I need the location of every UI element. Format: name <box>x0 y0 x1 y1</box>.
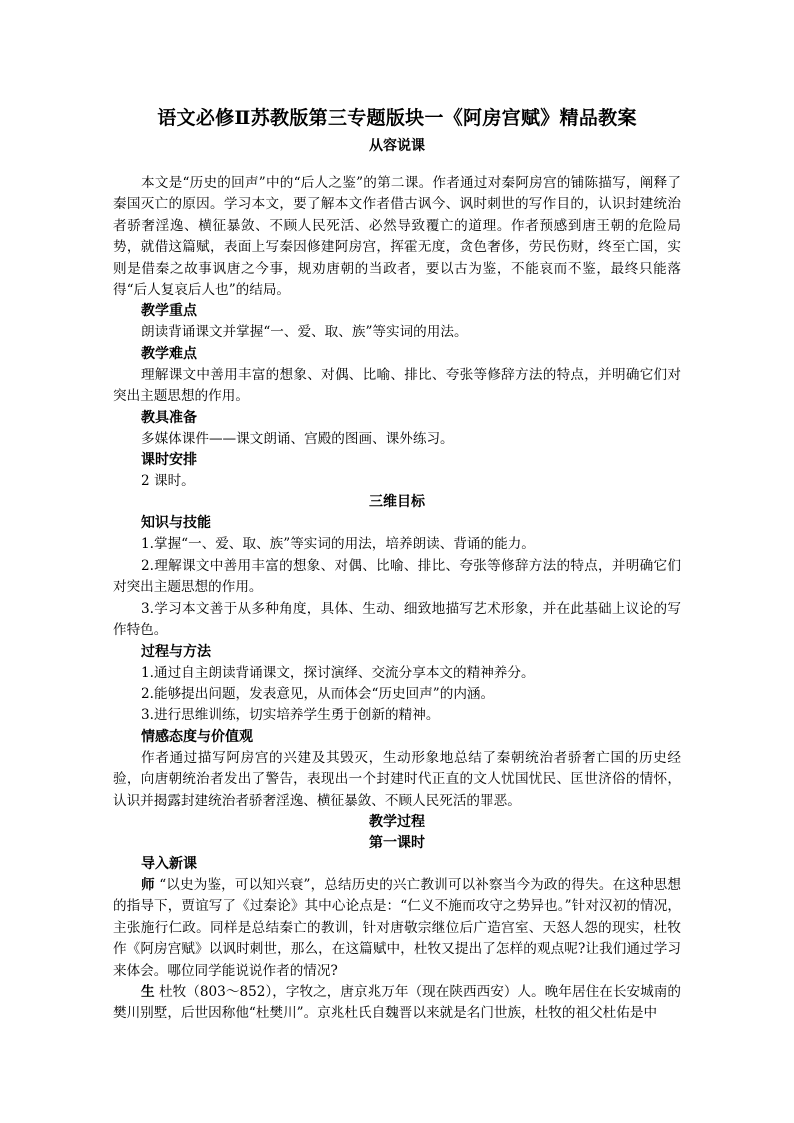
focus-heading: 教学重点 <box>141 303 197 320</box>
student-label: 生 <box>141 983 155 1000</box>
student-paragraph <box>113 982 681 1025</box>
difficulty-heading: 教学难点 <box>141 345 197 362</box>
tools-heading: 教具准备 <box>141 409 197 426</box>
intro-new-heading: 导入新课 <box>141 855 197 872</box>
knowledge-item: 2.理解课文中善用丰富的想象、对偶、比喻、排比、夸张等修辞方法的特点，并明确它们对突出主题思想的作用。 <box>113 557 681 596</box>
teacher-label: 师 <box>141 876 155 893</box>
focus-text: 朗读背诵课文并掌握“一、爱、取、族”等实词的用法。 <box>141 324 468 341</box>
student-text: 杜牧（803～852），字牧之，唐京兆万年（现在陕西西安）人。晚年居住在长安城南的樊川别墅，后世因称他“杜樊川”。京兆杜氏自魏晋以来就是名门世族，杜牧的祖父杜佑是中 <box>113 983 682 1022</box>
document-body <box>113 103 681 1025</box>
process-item: 2.能够提出问题，发表意见，从而体会“历史回声”的内涵。 <box>141 685 495 702</box>
teacher-text: “以史为鉴，可以知兴衰”，总结历史的兴亡教训可以补察当今为政的得失。在这种思想的指导下，贾谊写了《过秦论》其中心论点是：“仁义不施而攻守之势异也。”针对汉初的情况，主张施行仁政。同样是总结秦亡的教训，针对唐敬宗继位后广造宫室、天怒人怨的现实，杜牧作《阿房宫赋》以讽时刺世，那么，在这篇赋中，杜牧又提出了怎样的观点呢?让我们通过学习来体会。哪位同学能说说作者的情况? <box>113 876 681 979</box>
intro-paragraph: 本文是“历史的回声”中的“后人之鉴”的第二课。作者通过对秦阿房宫的铺陈描写，阐释了秦国灭亡的原因。学习本文，要了解本文作者借古讽今、讽时刺世的写作目的，认识封建统治者骄奢淫逸、横征暴敛、不顾人民死活、必然导致覆亡的道理。作者预感到唐王朝的危险局势，就借这篇赋，表面上写秦因修建阿房宫，挥霍无度，贪色奢侈，劳民伤财，终至亡国，实则是借秦之故事讽唐之今事，规劝唐朝的当政者，要以古为鉴，不能哀而不鉴，最终只能落得“后人复哀后人也”的结局。 <box>113 175 681 299</box>
difficulty-text: 理解课文中善用丰富的想象、对偶、比喻、排比、夸张等修辞方法的特点，并明确它们对突出主题思想的作用。 <box>113 366 681 405</box>
process-heading: 过程与方法 <box>141 643 211 660</box>
knowledge-heading: 知识与技能 <box>141 515 211 532</box>
teaching-process-title: 教学过程 <box>369 813 425 830</box>
section-subtitle: 从容说课 <box>369 138 425 154</box>
lesson-title: 第一课时 <box>369 834 425 851</box>
spacer <box>113 163 681 173</box>
emotion-text: 作者通过描写阿房宫的兴建及其毁灭，生动形象地总结了秦朝统治者骄奢亡国的历史经验，向唐朝统治者发出了警告，表现出一个封建时代正直的文人忧国忧民、匡世济俗的情怀，认识并揭露封建统治者骄奢淫逸、横征暴敛、不顾人民死活的罪恶。 <box>113 749 681 809</box>
knowledge-item: 1.掌握“一、爱、取、族”等实词的用法，培养朗读、背诵的能力。 <box>141 536 535 553</box>
schedule-heading: 课时安排 <box>141 452 197 469</box>
knowledge-item: 3.学习本文善于从多种角度，具体、生动、细致地描写艺术形象，并在此基础上议论的写作特色。 <box>113 600 681 639</box>
process-item: 3.进行思维训练，切实培养学生勇于创新的精神。 <box>141 707 440 724</box>
schedule-text: 2 课时。 <box>141 473 195 490</box>
process-item: 1.通过自主朗读背诵课文，探讨演绎、交流分享本文的精神养分。 <box>141 664 535 681</box>
teacher-paragraph <box>113 875 681 982</box>
emotion-heading: 情感态度与价值观 <box>141 728 253 745</box>
document-title: 语文必修Ⅱ苏教版第三专题版块一《阿房宫赋》精品教案 <box>157 107 637 129</box>
goals-heading: 三维目标 <box>369 494 425 511</box>
tools-text: 多媒体课件——课文朗诵、宫殿的图画、课外练习。 <box>141 430 454 447</box>
